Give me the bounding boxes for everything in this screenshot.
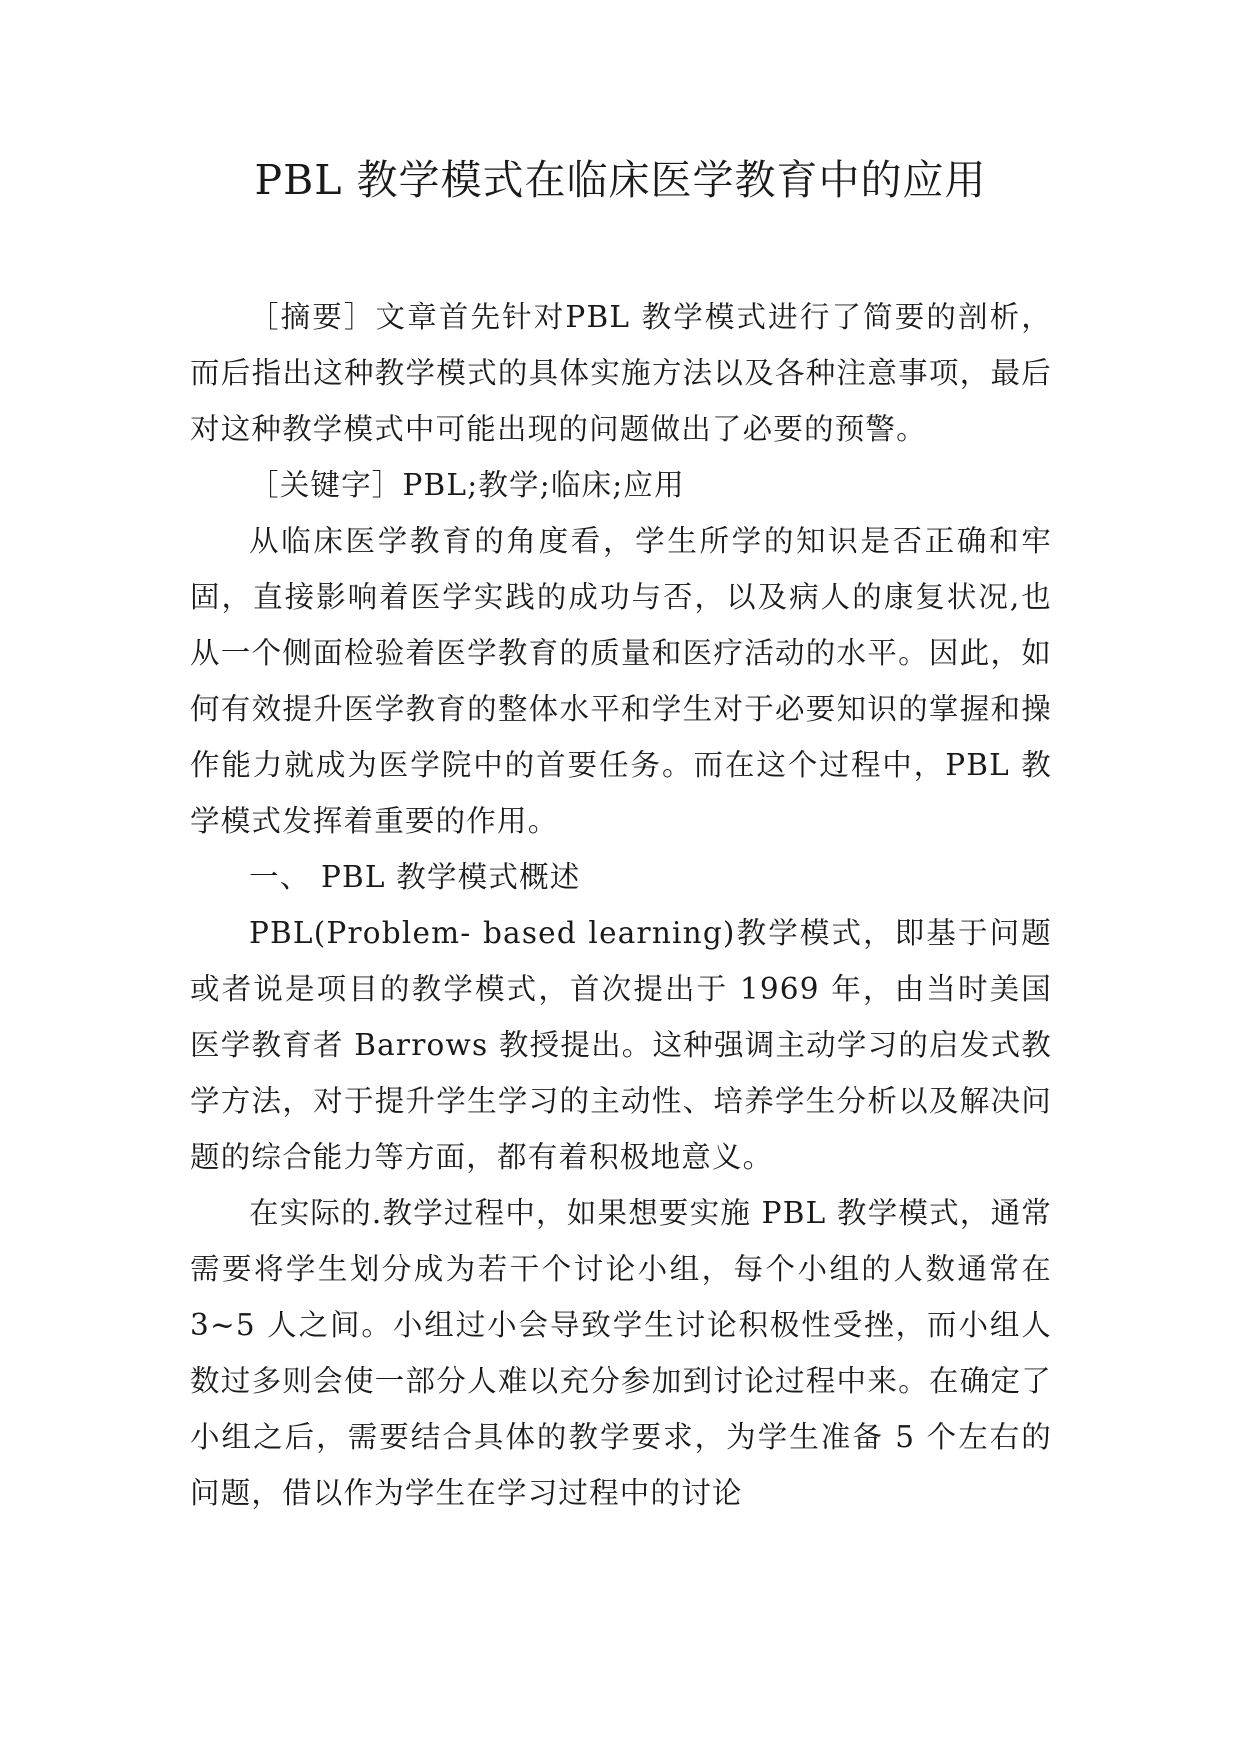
pbl-overview-paragraph: PBL(Problem- based learning)教学模式，即基于问题或者说是项目的教学模式，首次提出于 1969 年，由当时美国医学教育者 Barrows 教授提出。这种强调主动学习的启发式教学方法，对于提升学生学习的主动性、培养学生分析以及解决问题的综合能力等方面，都有着积极地意义。 (190, 916, 1052, 1174)
section-heading: 一、 PBL 教学模式概述 (249, 860, 581, 894)
abstract-paragraph: ［摘要］文章首先针对PBL 教学模式进行了简要的剖析，而后指出这种教学模式的具体实施方法以及各种注意事项，最后对这种教学模式中可能出现的问题做出了必要的预警。 (190, 300, 1052, 446)
document-body (190, 289, 1052, 1521)
intro-paragraph: 从临床医学教育的角度看，学生所学的知识是否正确和牢固，直接影响着医学实践的成功与否，以及病人的康复状况,也从一个侧面检验着医学教育的质量和医疗活动的水平。因此，如何有效提升医学教育的整体水平和学生对于必要知识的掌握和操作能力就成为医学院中的首要任务。而在这个过程中，PBL 教学模式发挥着重要的作用。 (190, 524, 1052, 838)
implementation-paragraph: 在实际的.教学过程中，如果想要实施 PBL 教学模式，通常需要将学生划分成为若干个讨论小组，每个小组的人数通常在 3~5 人之间。小组过小会导致学生讨论积极性受挫，而小组人数过多则会使一部分人难以充分参加到讨论过程中来。在确定了小组之后，需要结合具体的教学要求，为学生准备 5 个左右的问题，借以作为学生在学习过程中的讨论 (190, 1196, 1052, 1510)
keywords-paragraph: ［关键字］PBL;教学;临床;应用 (249, 468, 685, 502)
document-title: PBL 教学模式在临床医学教育中的应用 (254, 156, 987, 204)
